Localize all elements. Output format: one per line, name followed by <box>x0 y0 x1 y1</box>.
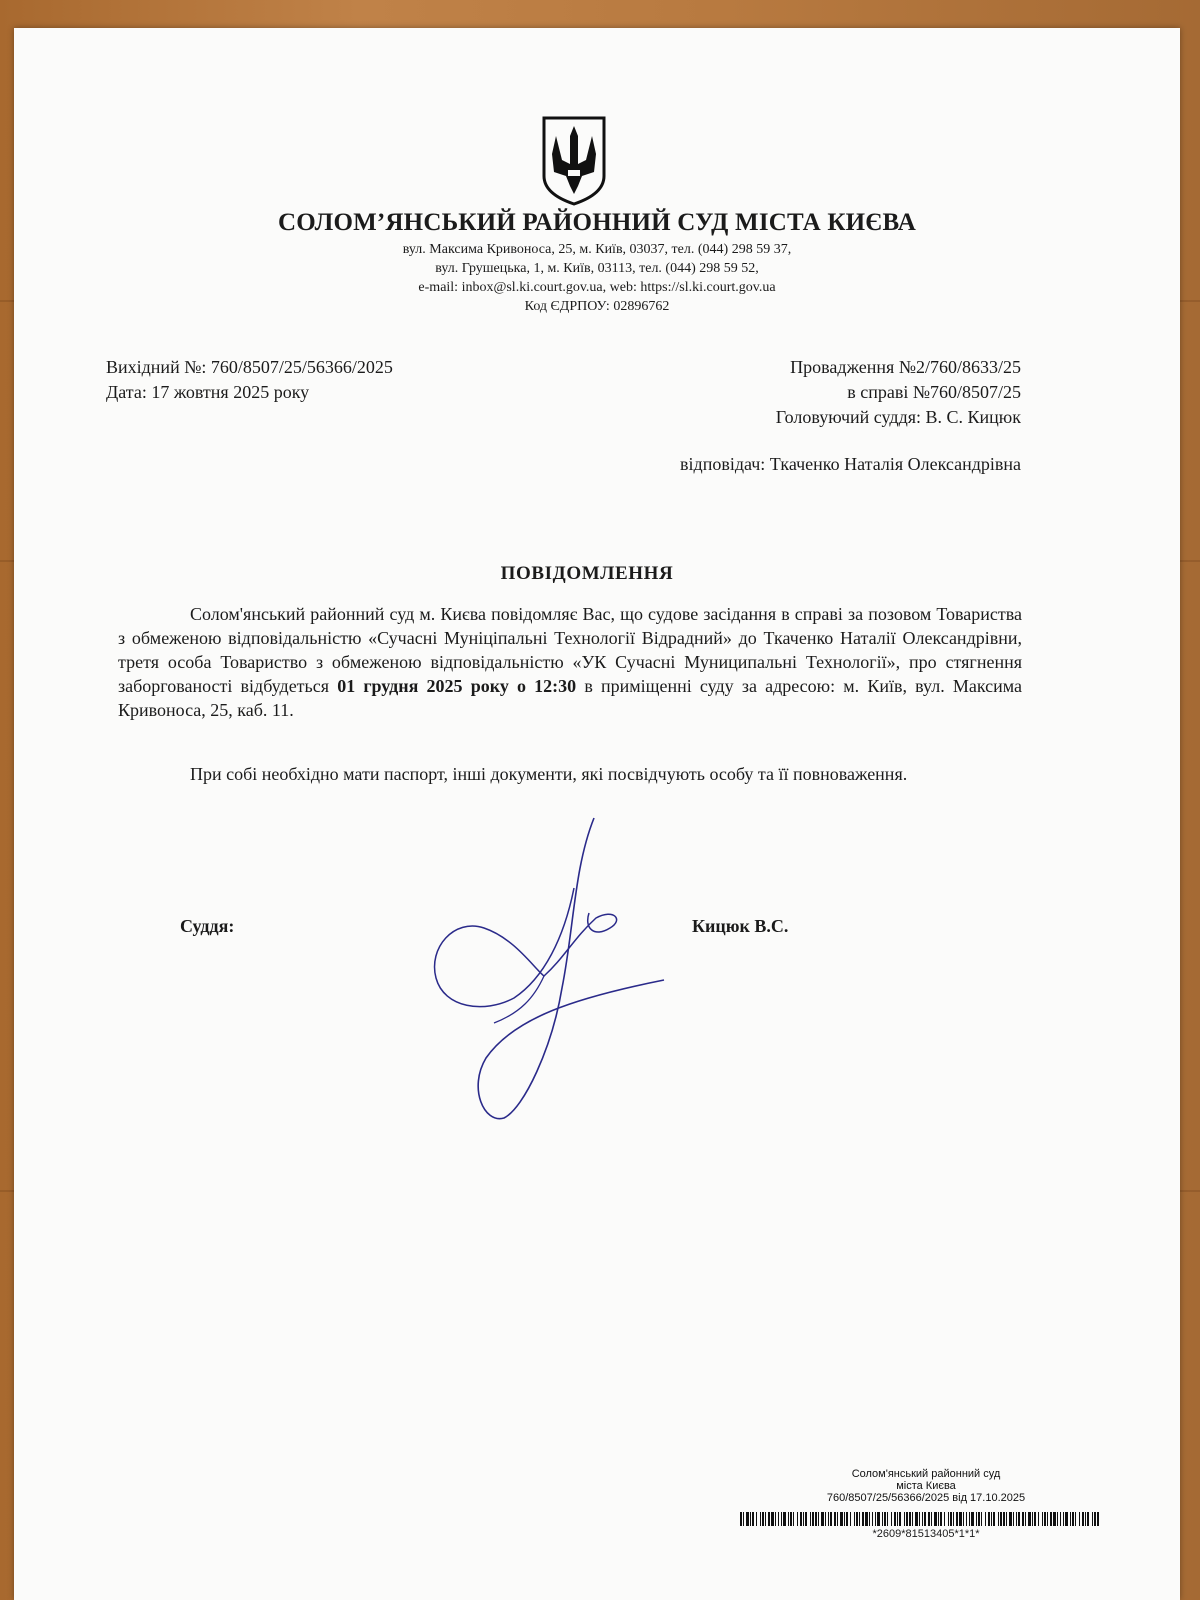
barcode-bar <box>856 1512 858 1526</box>
documents-paragraph: При собі необхідно мати паспорт, інші документи, які посвідчують особу та її повноваження. <box>190 764 908 784</box>
barcode-bar <box>793 1512 794 1526</box>
registration-stamp <box>726 1468 1126 1504</box>
proceeding-number: Провадження №2/760/8633/25 <box>790 357 1021 377</box>
barcode-bar <box>985 1512 986 1526</box>
barcode-bar <box>750 1512 751 1526</box>
barcode-bar <box>897 1512 898 1526</box>
barcode-bar <box>834 1512 836 1526</box>
barcode-bar <box>909 1512 911 1526</box>
barcode-bar <box>775 1512 776 1526</box>
barcode-bar <box>869 1512 870 1526</box>
document-date: Дата: 17 жовтня 2025 року <box>106 382 310 402</box>
barcode-bar <box>815 1512 817 1526</box>
barcode-bar <box>1028 1512 1031 1526</box>
barcode-bar <box>931 1512 932 1526</box>
barcode-bar <box>1032 1512 1033 1526</box>
barcode-bar <box>1063 1512 1064 1526</box>
notice-paragraph <box>118 602 1022 722</box>
barcode-bar <box>981 1512 982 1526</box>
barcode-bar <box>1085 1512 1086 1526</box>
barcode-bar <box>950 1512 952 1526</box>
barcode-bar <box>938 1512 939 1526</box>
case-number: в справі №760/8507/25 <box>847 382 1021 402</box>
barcode-bar <box>765 1512 766 1526</box>
barcode-bar <box>976 1512 977 1526</box>
barcode-bar <box>1057 1512 1058 1526</box>
barcode-bar <box>828 1512 829 1526</box>
judge-label: Суддя: <box>180 916 235 936</box>
barcode-bar <box>906 1512 908 1526</box>
barcode-bar <box>991 1512 992 1526</box>
barcode-bar <box>1094 1512 1096 1526</box>
barcode-bar <box>812 1512 814 1526</box>
judge-name: Кицюк В.С. <box>692 916 789 936</box>
barcode-bar <box>966 1512 967 1526</box>
barcode-bar <box>1009 1512 1012 1526</box>
barcode-bar <box>924 1512 926 1526</box>
barcode-bar <box>752 1512 754 1526</box>
barcode-bar <box>944 1512 945 1526</box>
barcode-bar <box>1006 1512 1007 1526</box>
barcode-bar <box>781 1512 782 1526</box>
barcode-bar <box>1013 1512 1014 1526</box>
barcode-bar <box>1047 1512 1048 1526</box>
court-name: СОЛОМ’ЯНСЬКИЙ РАЙОННИЙ СУД МІСТА КИЄВА <box>277 209 917 236</box>
barcode-bar <box>859 1512 860 1526</box>
barcode-bar <box>797 1512 798 1526</box>
barcode-bar <box>928 1512 930 1526</box>
barcode-bar <box>1072 1512 1074 1526</box>
barcode-bar <box>862 1512 864 1526</box>
presiding-judge: Головуючий суддя: В. С. Кицюк <box>775 407 1021 427</box>
barcode-bar <box>884 1512 886 1526</box>
barcode-bar <box>1065 1512 1068 1526</box>
barcode-bar <box>821 1512 824 1526</box>
barcode-bar <box>998 1512 999 1526</box>
document-title: ПОВІДОМЛЕННЯ <box>500 563 674 584</box>
barcode-bar <box>1053 1512 1056 1526</box>
barcode-bar <box>875 1512 876 1526</box>
barcode-bar <box>768 1512 770 1526</box>
barcode-bar <box>825 1512 826 1526</box>
barcode-bar <box>810 1512 811 1526</box>
contact-line: e-mail: inbox@sl.ki.court.gov.ua, web: https://sl.ki.court.gov.ua <box>418 280 776 295</box>
barcode-bar <box>778 1512 779 1526</box>
barcode-bar <box>1060 1512 1061 1526</box>
barcode-bar <box>904 1512 905 1526</box>
barcode-bar <box>790 1512 792 1526</box>
barcode-bar <box>1087 1512 1089 1526</box>
barcode-bar <box>912 1512 913 1526</box>
barcode-bar <box>940 1512 942 1526</box>
barcode-bar <box>1075 1512 1076 1526</box>
stamp-court-line: Солом'янський районний суд <box>851 1468 1001 1480</box>
barcode-bar <box>803 1512 804 1526</box>
barcode-bar <box>891 1512 892 1526</box>
barcode-bar <box>971 1512 974 1526</box>
barcode-bar <box>800 1512 802 1526</box>
barcode-bar <box>1044 1512 1046 1526</box>
coat-of-arms-icon <box>540 114 608 206</box>
barcode-bar <box>956 1512 958 1526</box>
barcode-bar <box>887 1512 888 1526</box>
barcode-bar <box>1038 1512 1039 1526</box>
edrpou-code: Код ЄДРПОУ: 02896762 <box>524 299 670 314</box>
barcode-bar <box>963 1512 964 1526</box>
barcode-bar <box>1025 1512 1026 1526</box>
barcode-bar <box>1018 1512 1020 1526</box>
barcode-bar <box>844 1512 845 1526</box>
barcode-bar <box>783 1512 786 1526</box>
barcode-bar <box>1097 1512 1099 1526</box>
barcode-bar <box>850 1512 851 1526</box>
barcode-bar <box>756 1512 757 1526</box>
notice-text-start: Солом'янський районний суд м. Києва повідомляє Вас, що судове засідання в справі за позовом Товариства з обмеженою відповідальністю «Сучасні Муніціпальні Технології Відрадний» до Ткаченко Наталії Олександрівни, третя особа Товариство з обмеженою відповідальністю «УК Сучасні Муниципальні Технології», про стягнення заборгованості відбудеться <box>118 604 1022 696</box>
document-page <box>14 28 1180 1600</box>
stamp-city-line: міста Києва <box>896 1480 956 1492</box>
barcode-bar <box>899 1512 901 1526</box>
barcode-bar <box>760 1512 761 1526</box>
barcode-bar <box>894 1512 896 1526</box>
barcode-bar <box>1042 1512 1043 1526</box>
barcode-bar <box>837 1512 838 1526</box>
address-line-1: вул. Максима Кривоноса, 25, м. Київ, 03037, тел. (044) 298 59 37, <box>402 242 792 257</box>
barcode-bar <box>743 1512 744 1526</box>
barcode-bar <box>915 1512 918 1526</box>
barcode-bar <box>1082 1512 1084 1526</box>
barcode-bar <box>1079 1512 1080 1526</box>
barcode <box>740 1512 1100 1526</box>
address-line-2: вул. Грушецька, 1, м. Київ, 03113, тел. (044) 298 59 52, <box>435 261 759 276</box>
barcode-bar <box>788 1512 789 1526</box>
barcode-bar <box>934 1512 937 1526</box>
barcode-bar <box>740 1512 742 1526</box>
barcode-bar <box>1070 1512 1071 1526</box>
notice-text-end: в приміщенні суду за адресою: м. Київ, вул. Максима Кривоноса, 25, каб. 11. <box>118 676 1023 720</box>
barcode-bar <box>846 1512 848 1526</box>
barcode-bar <box>854 1512 855 1526</box>
barcode-bar <box>746 1512 749 1526</box>
barcode-bar <box>922 1512 923 1526</box>
barcode-bar <box>1003 1512 1005 1526</box>
outgoing-number: Вихідний №: 760/8507/25/56366/2025 <box>106 357 393 377</box>
barcode-bar <box>948 1512 949 1526</box>
barcode-bar <box>872 1512 873 1526</box>
barcode-bar <box>1016 1512 1017 1526</box>
barcode-bar <box>919 1512 920 1526</box>
barcode-bar <box>953 1512 954 1526</box>
barcode-bar <box>959 1512 962 1526</box>
barcode-bar <box>988 1512 990 1526</box>
handwritten-signature <box>424 808 694 1128</box>
recipient: відповідач: Ткаченко Наталія Олександрівна <box>680 454 1021 474</box>
stamp-reference-line: 760/8507/25/56366/2025 від 17.10.2025 <box>826 1492 1026 1504</box>
barcode-bar <box>1022 1512 1024 1526</box>
barcode-bar <box>1000 1512 1002 1526</box>
barcode-bar <box>805 1512 807 1526</box>
barcode-bar <box>865 1512 868 1526</box>
barcode-bar <box>877 1512 880 1526</box>
barcode-number: *2609*81513405*1*1* <box>872 1528 980 1540</box>
barcode-bar <box>762 1512 764 1526</box>
hearing-datetime: 01 грудня 2025 року о 12:30 <box>337 676 577 696</box>
barcode-bar <box>840 1512 843 1526</box>
barcode-bar <box>993 1512 995 1526</box>
barcode-bar <box>882 1512 883 1526</box>
barcode-bar <box>1034 1512 1036 1526</box>
barcode-bar <box>1092 1512 1093 1526</box>
barcode-bar <box>969 1512 970 1526</box>
barcode-bar <box>978 1512 980 1526</box>
barcode-bar <box>771 1512 774 1526</box>
barcode-bar <box>818 1512 819 1526</box>
barcode-bar <box>1050 1512 1052 1526</box>
barcode-bar <box>830 1512 832 1526</box>
